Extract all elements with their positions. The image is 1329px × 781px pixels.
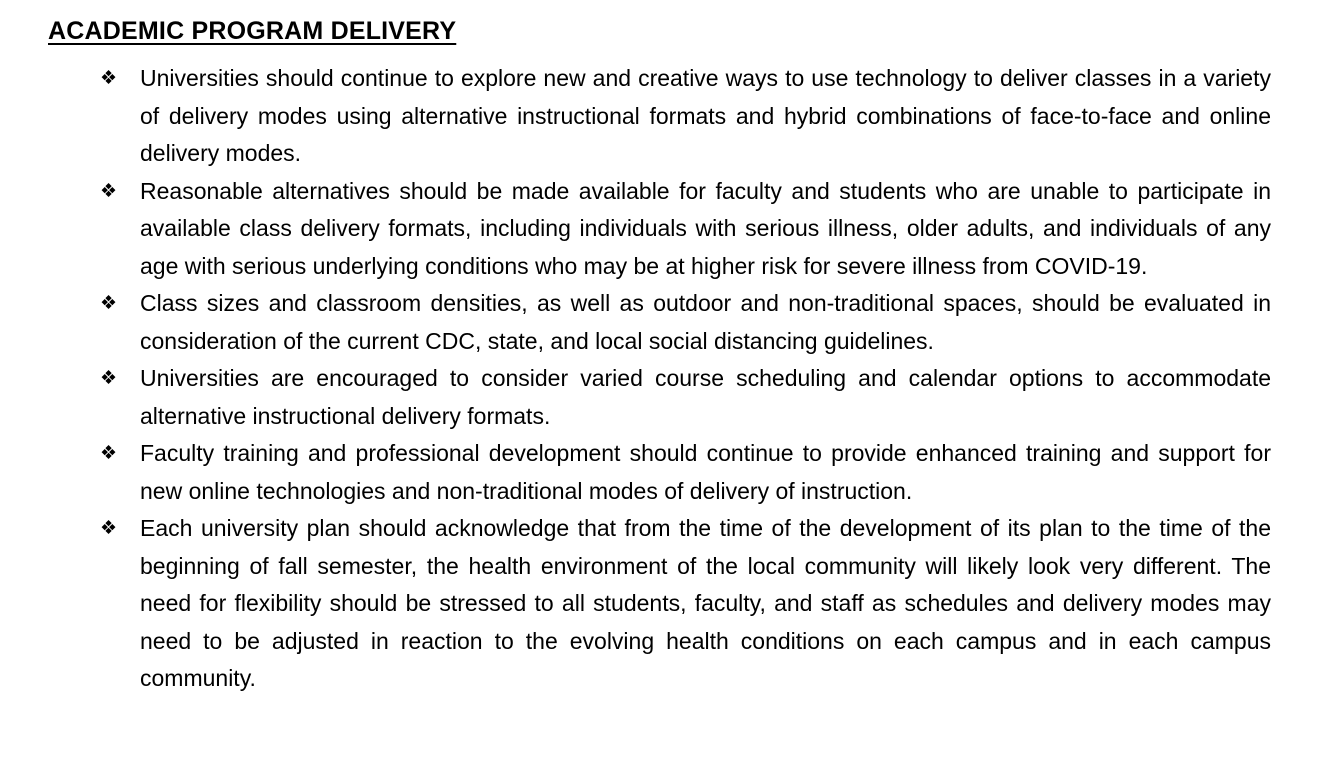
bullet-text: Universities should continue to explore new and creative ways to use technology to deliver classes in a variety of delivery modes using alternative instructional formats and hybrid combinations of face-to-face and online delivery modes. — [140, 65, 1271, 166]
bullet-text: Universities are encouraged to consider varied course scheduling and calendar options to accommodate alternative instructional delivery formats. — [140, 365, 1271, 429]
bullet-item — [100, 60, 1271, 173]
bullet-text: Class sizes and classroom densities, as well as outdoor and non-traditional spaces, should be evaluated in consideration of the current CDC, state, and local social distancing guidelines. — [140, 290, 1271, 354]
bullet-text: Reasonable alternatives should be made available for faculty and students who are unable to participate in available class delivery formats, including individuals with serious illness, older adults, and individuals of any age with serious underlying conditions who may be at higher risk for severe illness from COVID-19. — [140, 177, 1271, 279]
bullet-item — [100, 285, 1271, 360]
bullet-text: Faculty training and professional development should continue to provide enhanced training and support for new online technologies and non-traditional modes of delivery of instruction. — [140, 440, 1271, 504]
bullet-item — [100, 173, 1271, 286]
diamond-bullet-icon: ❖ — [100, 68, 118, 89]
diamond-bullet-icon: ❖ — [100, 368, 118, 389]
diamond-bullet-icon: ❖ — [100, 180, 118, 202]
bullet-text: Each university plan should acknowledge that from the time of the development of its plan to the time of the beginning of fall semester, the health environment of the local community will likely look very different. The need for flexibility should be stressed to all students, faculty, and staff as schedules and delivery modes may need to be adjusted in reaction to the evolving health conditions on each campus and in each campus community. — [140, 515, 1271, 691]
diamond-bullet-icon: ❖ — [100, 443, 118, 464]
bullet-item — [100, 510, 1271, 698]
bullet-item — [100, 360, 1271, 435]
bullet-list — [100, 60, 1271, 698]
bullet-item — [100, 435, 1271, 510]
diamond-bullet-icon: ❖ — [100, 293, 118, 314]
diamond-bullet-icon: ❖ — [100, 518, 118, 539]
document-heading: ACADEMIC PROGRAM DELIVERY — [48, 17, 457, 45]
